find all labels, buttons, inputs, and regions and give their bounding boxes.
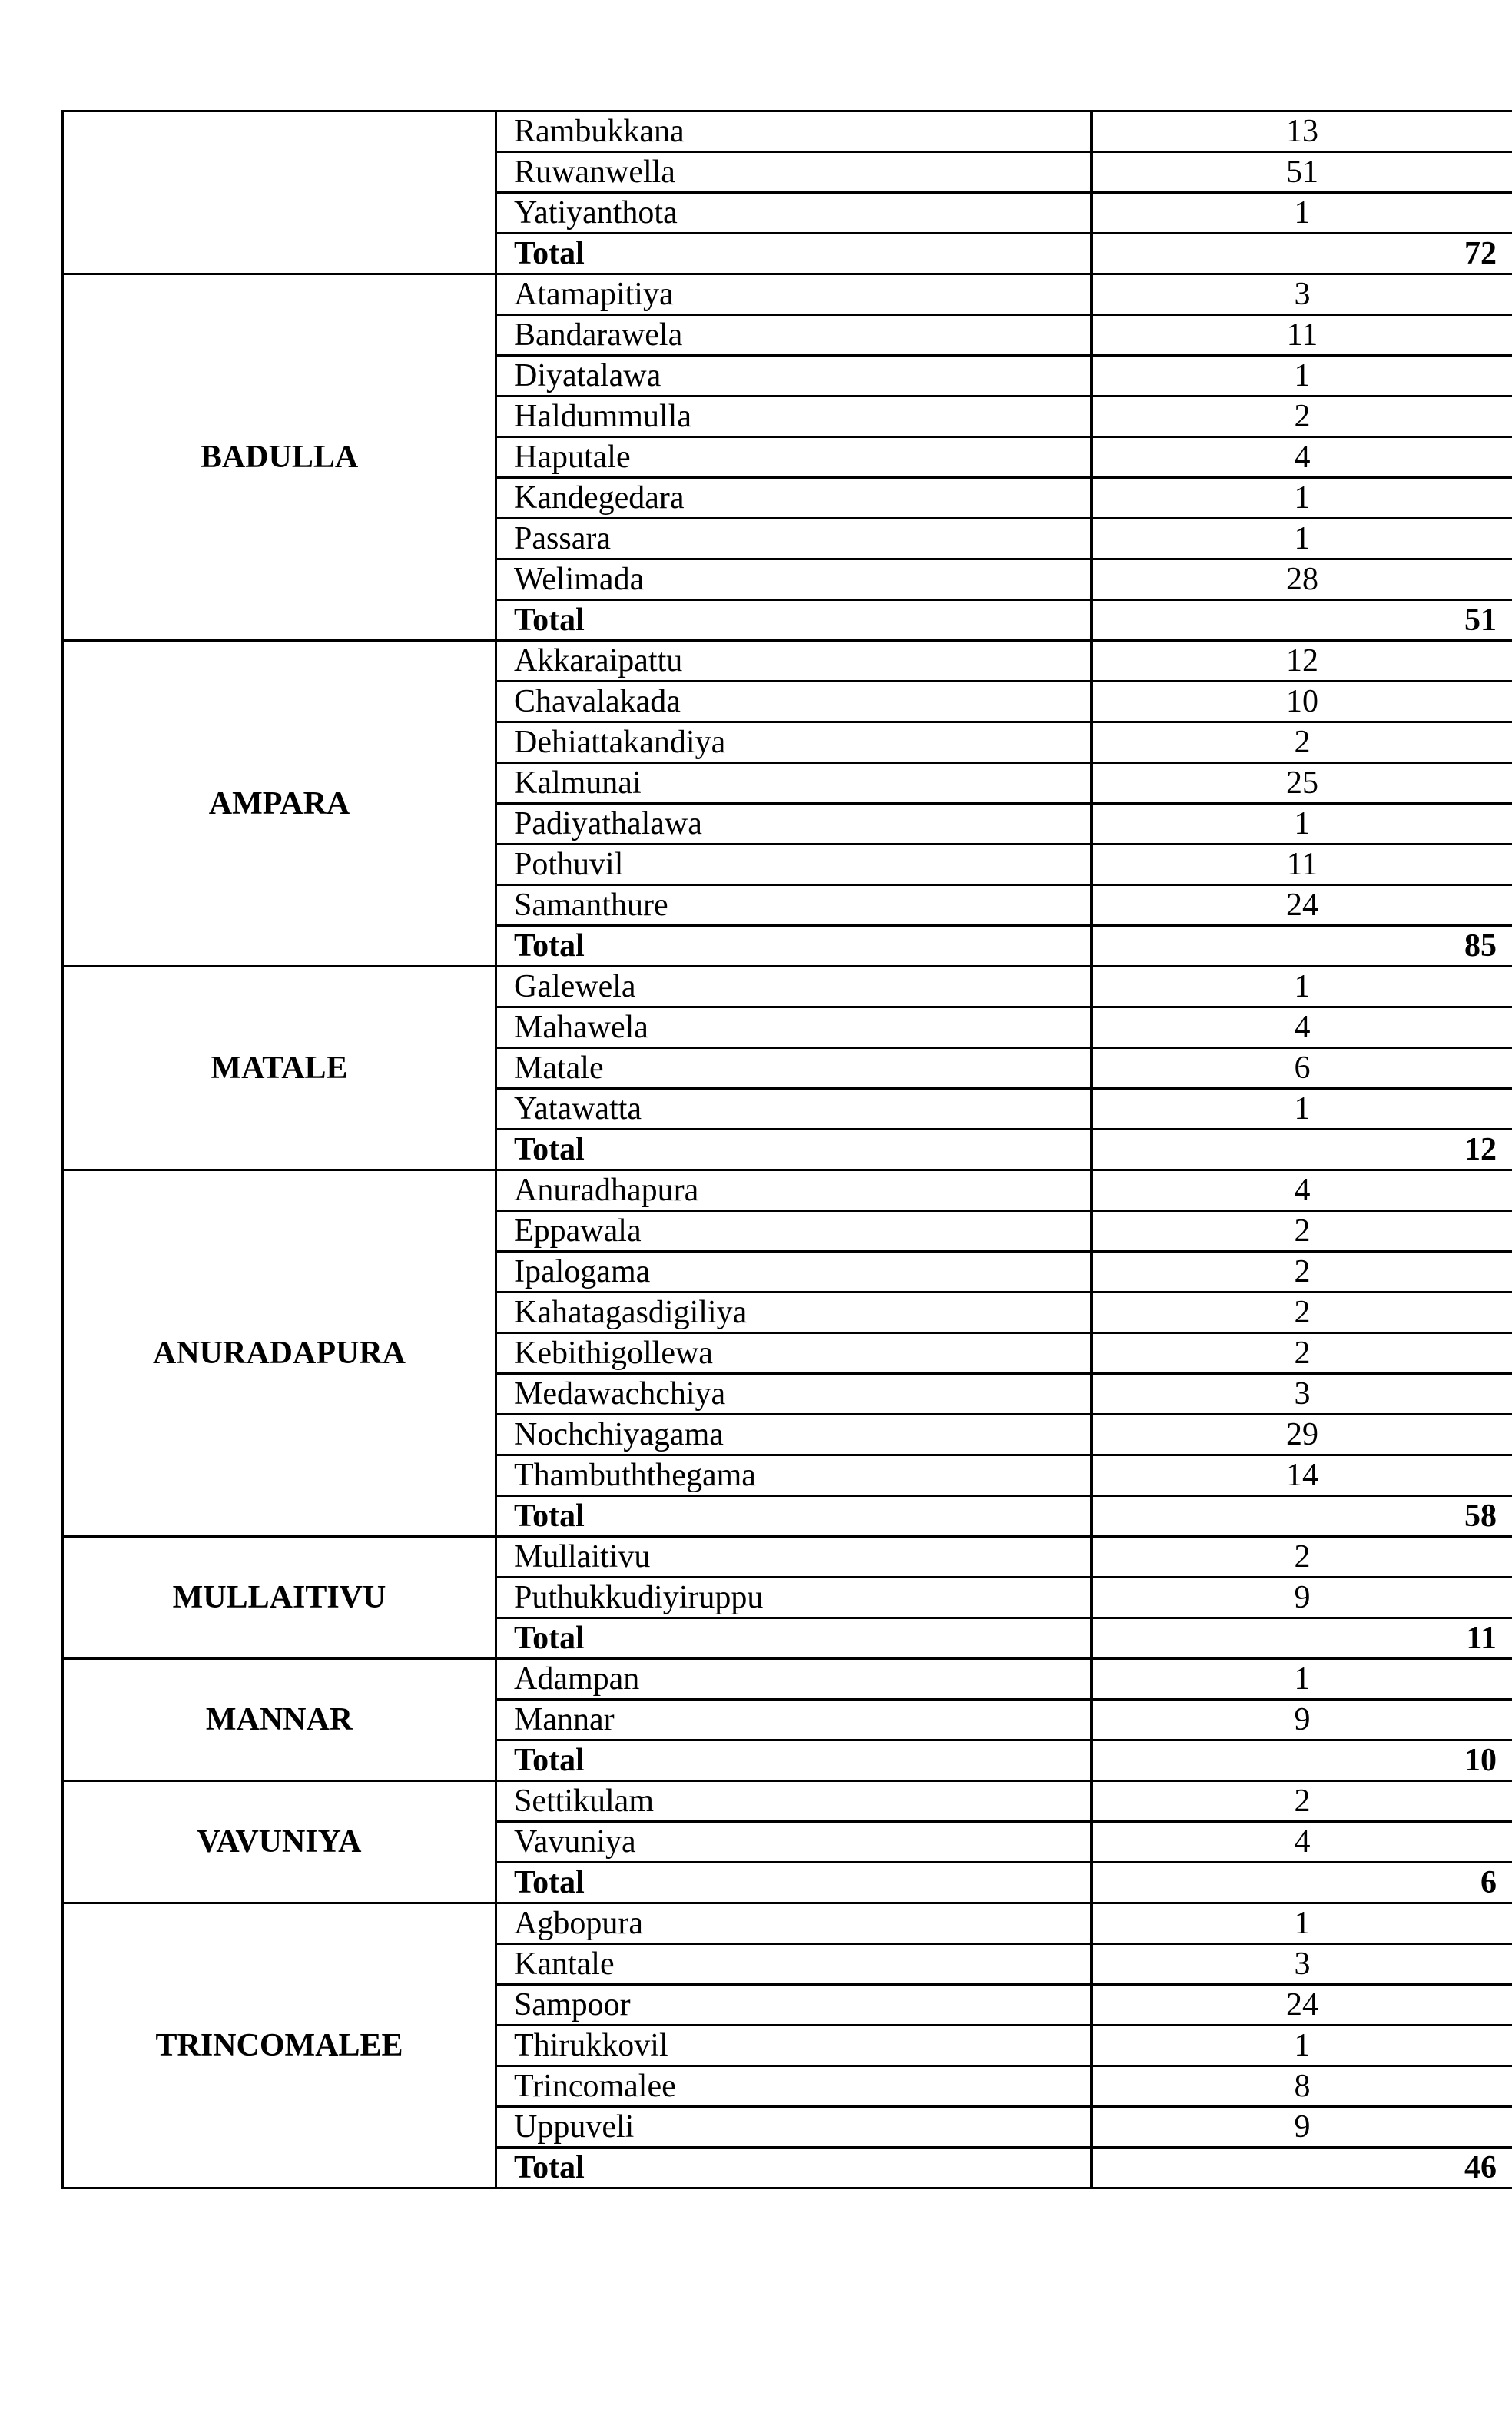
station-count-cell: 4 <box>1092 1007 1512 1048</box>
station-count-cell: 1 <box>1092 1089 1512 1130</box>
station-count-cell: 1 <box>1092 2026 1512 2066</box>
station-count-cell: 3 <box>1092 1944 1512 1985</box>
station-count-cell: 13 <box>1092 111 1512 152</box>
station-count-cell: 2 <box>1092 1333 1512 1374</box>
station-count-cell: 2 <box>1092 1252 1512 1292</box>
district-name-cell: BADULLA <box>63 274 496 641</box>
table-row <box>63 967 1512 1007</box>
station-name-cell: Padiyathalawa <box>496 804 1092 845</box>
station-name-cell: Chavalakada <box>496 682 1092 722</box>
total-label-cell: Total <box>496 1618 1092 1659</box>
station-count-cell: 2 <box>1092 1537 1512 1578</box>
station-count-cell: 4 <box>1092 437 1512 478</box>
station-name-cell: Passara <box>496 519 1092 559</box>
station-count-cell: 2 <box>1092 1781 1512 1822</box>
table-row <box>63 1659 1512 1700</box>
station-count-cell: 1 <box>1092 478 1512 519</box>
station-name-cell: Matale <box>496 1048 1092 1089</box>
station-count-cell: 1 <box>1092 1903 1512 1944</box>
total-value-cell: 58 <box>1092 1496 1512 1537</box>
district-name-cell: MATALE <box>63 967 496 1170</box>
station-name-cell: Yatawatta <box>496 1089 1092 1130</box>
total-label-cell: Total <box>496 600 1092 641</box>
station-name-cell: Mannar <box>496 1700 1092 1740</box>
total-value-cell: 10 <box>1092 1740 1512 1781</box>
station-count-cell: 10 <box>1092 682 1512 722</box>
station-name-cell: Welimada <box>496 559 1092 600</box>
table-row <box>63 274 1512 315</box>
station-name-cell: Agbopura <box>496 1903 1092 1944</box>
station-name-cell: Akkaraipattu <box>496 641 1092 682</box>
station-name-cell: Samanthure <box>496 885 1092 926</box>
station-count-cell: 9 <box>1092 1578 1512 1618</box>
district-name-cell <box>63 111 496 274</box>
total-label-cell: Total <box>496 234 1092 274</box>
station-count-cell: 3 <box>1092 274 1512 315</box>
total-label-cell: Total <box>496 2148 1092 2188</box>
station-name-cell: Trincomalee <box>496 2066 1092 2107</box>
total-value-cell: 51 <box>1092 600 1512 641</box>
total-label-cell: Total <box>496 926 1092 967</box>
station-name-cell: Uppuveli <box>496 2107 1092 2148</box>
station-name-cell: Bandarawela <box>496 315 1092 356</box>
district-name-cell: ANURADAPURA <box>63 1170 496 1537</box>
station-name-cell: Dehiattakandiya <box>496 722 1092 763</box>
station-name-cell: Ruwanwella <box>496 152 1092 193</box>
station-count-cell: 9 <box>1092 1700 1512 1740</box>
station-name-cell: Kalmunai <box>496 763 1092 804</box>
station-name-cell: Anuradhapura <box>496 1170 1092 1211</box>
station-count-cell: 24 <box>1092 885 1512 926</box>
total-value-cell: 12 <box>1092 1130 1512 1170</box>
station-name-cell: Puthukkudiyiruppu <box>496 1578 1092 1618</box>
total-value-cell: 46 <box>1092 2148 1512 2188</box>
district-name-cell: VAVUNIYA <box>63 1781 496 1903</box>
station-name-cell: Nochchiyagama <box>496 1415 1092 1455</box>
station-count-cell: 12 <box>1092 641 1512 682</box>
table-row <box>63 111 1512 152</box>
station-count-cell: 1 <box>1092 967 1512 1007</box>
station-count-cell: 11 <box>1092 315 1512 356</box>
total-label-cell: Total <box>496 1496 1092 1537</box>
station-name-cell: Thambuththegama <box>496 1455 1092 1496</box>
station-name-cell: Kebithigollewa <box>496 1333 1092 1374</box>
station-name-cell: Sampoor <box>496 1985 1092 2026</box>
table-row <box>63 1537 1512 1578</box>
table-row <box>63 1903 1512 1944</box>
station-count-cell: 11 <box>1092 845 1512 885</box>
station-name-cell: Mullaitivu <box>496 1537 1092 1578</box>
station-name-cell: Haldummulla <box>496 397 1092 437</box>
station-name-cell: Mahawela <box>496 1007 1092 1048</box>
station-count-cell: 2 <box>1092 397 1512 437</box>
total-value-cell: 85 <box>1092 926 1512 967</box>
station-count-cell: 9 <box>1092 2107 1512 2148</box>
station-count-cell: 2 <box>1092 722 1512 763</box>
station-count-cell: 51 <box>1092 152 1512 193</box>
station-name-cell: Kahatagasdigiliya <box>496 1292 1092 1333</box>
total-value-cell: 72 <box>1092 234 1512 274</box>
table-body <box>63 111 1512 2188</box>
station-count-cell: 14 <box>1092 1455 1512 1496</box>
station-count-cell: 2 <box>1092 1292 1512 1333</box>
station-name-cell: Kandegedara <box>496 478 1092 519</box>
total-value-cell: 11 <box>1092 1618 1512 1659</box>
station-count-cell: 1 <box>1092 356 1512 397</box>
station-name-cell: Yatiyanthota <box>496 193 1092 234</box>
station-name-cell: Settikulam <box>496 1781 1092 1822</box>
total-label-cell: Total <box>496 1740 1092 1781</box>
station-name-cell: Kantale <box>496 1944 1092 1985</box>
table-row <box>63 641 1512 682</box>
station-count-cell: 28 <box>1092 559 1512 600</box>
station-count-cell: 2 <box>1092 1211 1512 1252</box>
district-name-cell: TRINCOMALEE <box>63 1903 496 2188</box>
station-name-cell: Ipalogama <box>496 1252 1092 1292</box>
station-count-cell: 29 <box>1092 1415 1512 1455</box>
table-row <box>63 1170 1512 1211</box>
total-label-cell: Total <box>496 1863 1092 1903</box>
station-count-cell: 24 <box>1092 1985 1512 2026</box>
station-name-cell: Rambukkana <box>496 111 1092 152</box>
station-count-cell: 25 <box>1092 763 1512 804</box>
station-count-cell: 4 <box>1092 1170 1512 1211</box>
station-name-cell: Diyatalawa <box>496 356 1092 397</box>
station-count-cell: 8 <box>1092 2066 1512 2107</box>
total-value-cell: 6 <box>1092 1863 1512 1903</box>
station-count-cell: 1 <box>1092 519 1512 559</box>
station-count-cell: 4 <box>1092 1822 1512 1863</box>
station-name-cell: Eppawala <box>496 1211 1092 1252</box>
total-label-cell: Total <box>496 1130 1092 1170</box>
district-name-cell: AMPARA <box>63 641 496 967</box>
station-name-cell: Galewela <box>496 967 1092 1007</box>
station-name-cell: Pothuvil <box>496 845 1092 885</box>
district-name-cell: MANNAR <box>63 1659 496 1781</box>
table-row <box>63 1781 1512 1822</box>
station-count-cell: 1 <box>1092 1659 1512 1700</box>
station-name-cell: Vavuniya <box>496 1822 1092 1863</box>
station-count-cell: 1 <box>1092 804 1512 845</box>
station-name-cell: Haputale <box>496 437 1092 478</box>
station-count-cell: 1 <box>1092 193 1512 234</box>
station-name-cell: Adampan <box>496 1659 1092 1700</box>
station-count-cell: 3 <box>1092 1374 1512 1415</box>
district-station-table <box>61 110 1512 2189</box>
district-name-cell: MULLAITIVU <box>63 1537 496 1659</box>
station-name-cell: Thirukkovil <box>496 2026 1092 2066</box>
station-count-cell: 6 <box>1092 1048 1512 1089</box>
station-name-cell: Atamapitiya <box>496 274 1092 315</box>
station-name-cell: Medawachchiya <box>496 1374 1092 1415</box>
